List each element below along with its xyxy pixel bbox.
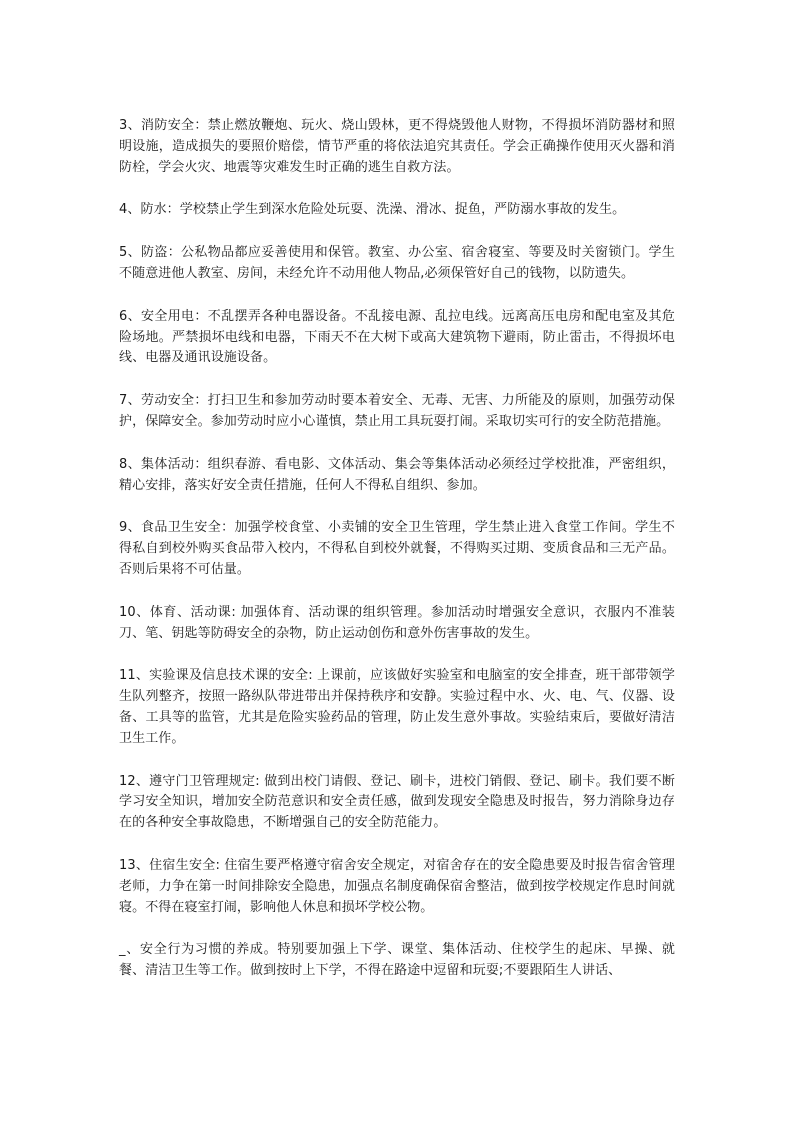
paragraph-labor-safety: 7、劳动安全：打扫卫生和参加劳动时要本着安全、无毒、无害、力所能及的原则，加强劳动保护，保障安全。参加劳动时应小心谨慎，禁止用工具玩耍打闹。采取切实可行的安全防范措施。	[119, 393, 675, 429]
paragraph-water-safety: 4、防水：学校禁止学生到深水危险处玩耍、洗澡、滑冰、捉鱼，严防溺水事故的发生。	[119, 202, 626, 218]
paragraph-fire-safety: 3、消防安全：禁止燃放鞭炮、玩火、烧山毁林，更不得烧毁他人财物，不得损坏消防器材和照明设施，造成损失的要照价赔偿，情节严重的将依法追究其责任。学会正确操作使用灭火器和消防栓，学会火灾、地震等灾难发生时正确的逃生自救方法。	[119, 118, 675, 175]
document-body	[119, 116, 675, 1004]
paragraph-electrical-safety: 6、安全用电：不乱摆弄各种电器设备。不乱接电源、乱拉电线。远离高压电房和配电室及其危险场地。严禁损坏电线和电器，下雨天不在大树下或高大建筑物下避雨，防止雷击，不得损坏电线、电器及通讯设施设备。	[119, 308, 675, 366]
paragraph-food-safety: 9、食品卫生安全：加强学校食堂、小卖铺的安全卫生管理，学生禁止进入食堂工作间。学生不得私自到校外购买食品带入校内，不得私自到校外就餐，不得购买过期、变质食品和三无产品。否则后果将不可估量。	[119, 520, 675, 577]
paragraph-dorm-safety: 13、住宿生安全: 住宿生要严格遵守宿舍安全规定，对宿舍存在的安全隐患要及时报告宿舍管理老师，力争在第一时间排除安全隐患，加强点名制度确保宿舍整洁，做到按学校规定作息时间就寝。不得在寝室打闹，影响他人休息和损坏学校公物。	[119, 857, 675, 915]
paragraph-safety-habits: _、安全行为习惯的养成。特别要加强上下学、课堂、集体活动、住校学生的起床、早操、就餐、清洁卫生等工作。做到按时上下学，不得在路途中逗留和玩耍;不要跟陌生人讲话、	[119, 942, 675, 979]
paragraph-pe-activities: 10、体育、活动课: 加强体育、活动课的组织管理。参加活动时增强安全意识，衣服内不准装刀、笔、钥匙等防碍安全的杂物，防止运动创伤和意外伤害事故的发生。	[119, 604, 675, 641]
paragraph-theft-prevention: 5、防盗：公私物品都应妥善使用和保管。教室、办公室、宿舍寝室、等要及时关窗锁门。学生不随意进他人教室、房间，未经允许不动用他人物品,必须保管好自己的钱物，以防遗失。	[119, 245, 675, 281]
paragraph-lab-it-safety: 11、实验课及信息技术课的安全: 上课前，应该做好实验室和电脑室的安全排查，班干部带领学生队列整齐，按照一路纵队带进带出并保持秩序和安静。实验过程中水、火、电、气、仪器、设备、工具等的监管，尤其是危险实验药品的管理，防止发生意外事故。实验结束后，要做好清洁卫生工作。	[119, 668, 675, 746]
paragraph-gate-rules: 12、遵守门卫管理规定: 做到出校门请假、登记、刷卡，进校门销假、登记、刷卡。我们要不断学习安全知识，增加安全防范意识和安全责任感，做到发现安全隐患及时报告，努力消除身边存在的各种安全事故隐患，不断增强自己的安全防范能力。	[119, 773, 675, 831]
paragraph-group-activities: 8、集体活动：组织春游、看电影、文体活动、集会等集体活动必须经过学校批准，严密组织，精心安排，落实好安全责任措施，任何人不得私自组织、参加。	[119, 456, 675, 493]
